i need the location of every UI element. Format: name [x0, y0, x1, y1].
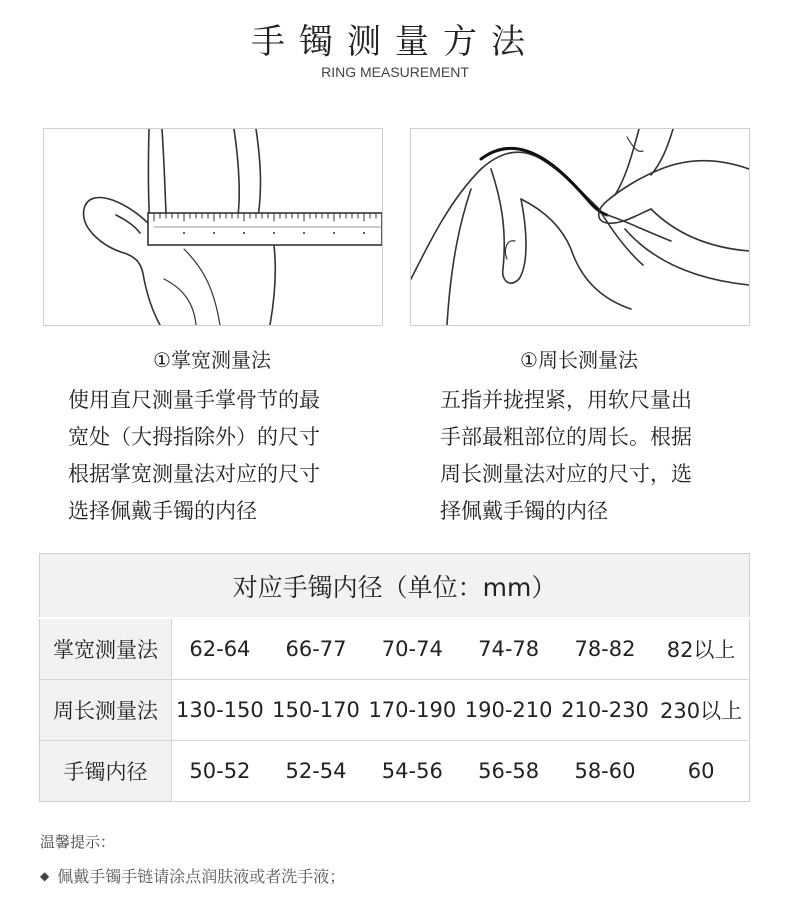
description-line: 手部最粗部位的周长。根据 — [440, 425, 692, 449]
table-cell: 82以上 — [653, 618, 749, 680]
description-line: 周长测量法对应的尺寸，选 — [440, 462, 692, 486]
page-subtitle: RING MEASUREMENT — [321, 64, 469, 80]
row-label: 周长测量法 — [40, 680, 172, 741]
table-cell: 190-210 — [460, 680, 556, 741]
table-cell: 130-150 — [172, 680, 268, 741]
table-cell: 170-190 — [364, 680, 460, 741]
description-line: 使用直尺测量手掌骨节的最 — [68, 388, 320, 412]
hand-ruler-icon — [44, 129, 382, 325]
tips-title: 温馨提示： — [40, 833, 116, 851]
tips-item-text: 佩戴手镯手链请涂点润肤液或者洗手液； — [57, 867, 346, 886]
palm-method-title: ①掌宽测量法 — [153, 348, 271, 372]
table-cell: 74-78 — [460, 618, 556, 680]
palm-width-illustration — [43, 128, 383, 326]
table-cell: 60 — [653, 741, 749, 802]
table-cell: 50-52 — [172, 741, 268, 802]
table-cell: 54-56 — [364, 741, 460, 802]
diamond-bullet-icon: ◆ — [40, 869, 50, 883]
circumference-illustration — [410, 128, 750, 326]
description-line: 宽处（大拇指除外）的尺寸 — [68, 425, 320, 449]
circumference-method-description — [440, 382, 760, 530]
table-cell: 210-230 — [557, 680, 653, 741]
table-cell: 52-54 — [268, 741, 364, 802]
table-row — [40, 680, 750, 741]
size-table — [39, 553, 750, 802]
table-cell: 230以上 — [653, 680, 749, 741]
row-label: 掌宽测量法 — [40, 618, 172, 680]
description-line: 五指并拢捏紧，用软尺量出 — [440, 388, 692, 412]
table-row — [40, 618, 750, 680]
description-line: 选择佩戴手镯的内径 — [68, 499, 257, 523]
circumference-method-title: ①周长测量法 — [520, 348, 638, 372]
table-cell: 70-74 — [364, 618, 460, 680]
table-cell: 66-77 — [268, 618, 364, 680]
table-cell: 56-58 — [460, 741, 556, 802]
palm-method-description — [68, 382, 388, 530]
size-table-header: 对应手镯内径（单位：mm） — [40, 554, 750, 619]
table-cell: 62-64 — [172, 618, 268, 680]
description-line: 择佩戴手镯的内径 — [440, 499, 608, 523]
table-cell: 150-170 — [268, 680, 364, 741]
description-line: 根据掌宽测量法对应的尺寸 — [68, 462, 320, 486]
tips-item — [40, 864, 345, 887]
hand-tape-icon — [411, 129, 749, 325]
row-label: 手镯内径 — [40, 741, 172, 802]
table-cell: 58-60 — [557, 741, 653, 802]
table-cell: 78-82 — [557, 618, 653, 680]
table-row — [40, 741, 750, 802]
page-title: 手镯测量方法 — [251, 22, 539, 62]
